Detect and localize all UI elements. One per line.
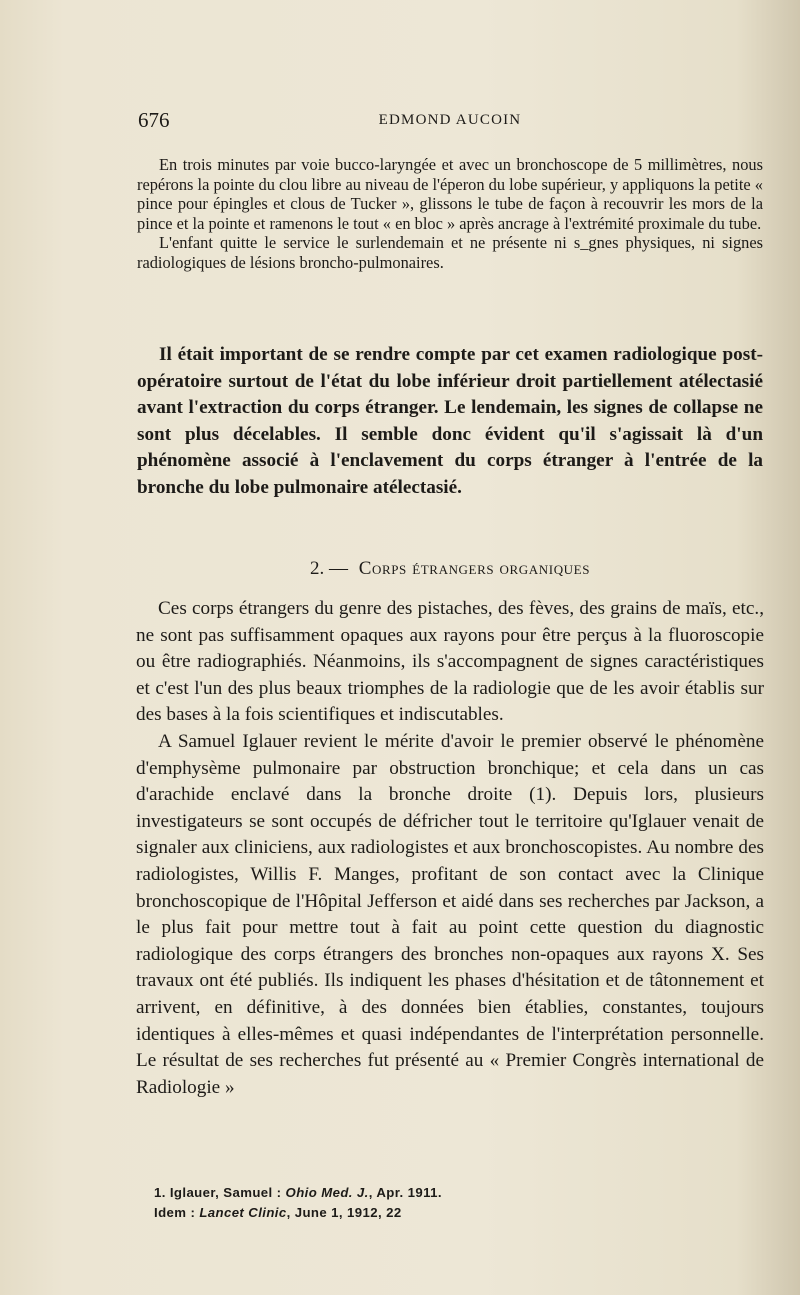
- footnotes: [154, 1183, 714, 1223]
- section-number: 2. —: [309, 558, 348, 579]
- paragraph: En trois minutes par voie bucco-laryngée et avec un bronchoscope de 5 millimètres, nous repérons la pointe du clou libre au niveau de l'éperon du lobe supérieur, y appliquons la petite « pince pour épingles et clous de Tucker », glissons le tube de façon à recouvrir les mors de la pince et la pointe et ramenons le tout « en bloc » après ancrage à l'extrémité proximale du tube.: [137, 155, 763, 233]
- paragraph: Il était important de se rendre compte par cet examen radiologique post-opératoire surtout de l'état du lobe inférieur droit partiellement atélectasié avant l'extraction du corps étranger. Le lendemain, les signes de collapse ne sont plus décelables. Il semble donc évident qu'il s'agissait là d'un phénomène associé à l'enclavement du corps étranger à l'entrée de la bronche du lobe pulmonaire atélectasié.: [137, 344, 763, 498]
- running-title: EDMOND AUCOIN: [378, 112, 522, 128]
- footnote: Idem : Lancet Clinic, June 1, 1912, 22: [154, 1205, 402, 1220]
- page-number: 676: [138, 108, 170, 132]
- footnote: 1. Iglauer, Samuel : Ohio Med. J., Apr. 1911.: [154, 1185, 442, 1200]
- section-heading: [137, 558, 763, 580]
- paragraph: L'enfant quitte le service le surlendemain et ne présente ni s_gnes physiques, ni signes radiologiques de lésions broncho-pulmonaires.: [137, 233, 763, 272]
- paragraph: Ces corps étrangers du genre des pistaches, des fèves, des grains de maïs, etc., ne sont pas suffisamment opaques aux rayons pour être perçus à la fluoroscopie ou être radiographiés. Néanmoins, ils s'accompagnent de signes caractéristiques et c'est l'un des plus beaux triomphes de la radiologie que de les avoir établis sur des bases à la fois scientifiques et indiscutables.: [136, 598, 764, 726]
- section-body: [136, 596, 764, 1101]
- section-title: Corps étrangers organiques: [358, 558, 591, 579]
- paragraph: A Samuel Iglauer revient le mérite d'avoir le premier observé le phénomène d'emphysème pulmonaire par obstruction bronchique; et cela dans un cas d'arachide enclavé dans la bronche droite (1). Depuis lors, plusieurs investigateurs se sont occupés de défricher tout le territoire qu'Iglauer venait de signaler aux cliniciens, aux radiologistes et aux bronchoscopistes. Au nombre des radiologistes, Willis F. Manges, profitant de son contact avec la Clinique bronchoscopique de l'Hôpital Jefferson et aidé dans ses recherches par Jackson, a le plus fait pour mettre tout à fait au point cette question du diagnostic radiologique des corps étrangers des bronches non-opaques aux rayons X. Ses travaux ont été publiés. Ils indiquent les phases d'hésitation et de tâtonnement et arrivent, en définitive, à des données bien établies, constantes, toujours identiques à elles-mêmes et quasi indépendantes de l'interprétation personnelle. Le résultat de ses recherches fut présenté au « Premier Congrès international de Radiologie »: [136, 730, 764, 1098]
- case-report-text: [137, 155, 763, 273]
- emphasized-commentary: [137, 342, 763, 502]
